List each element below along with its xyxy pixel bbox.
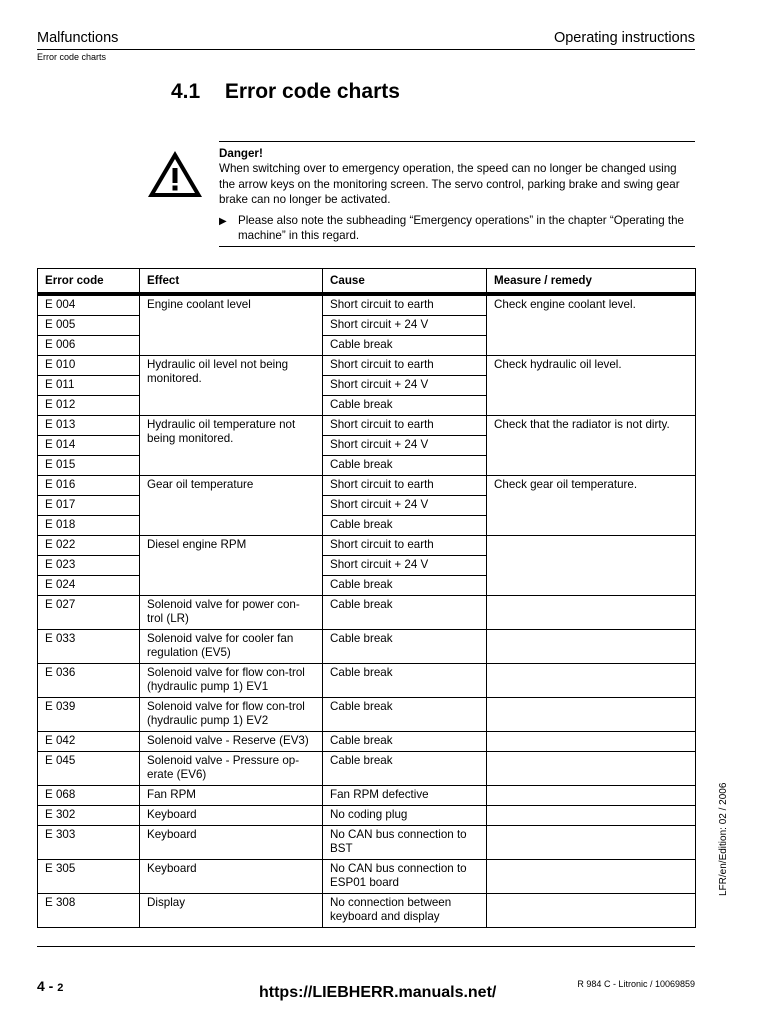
table-row bbox=[38, 596, 696, 630]
error-code-table bbox=[37, 268, 696, 928]
page-number-sub: 2 bbox=[57, 982, 64, 994]
error-code-cell: E 018 bbox=[38, 516, 140, 536]
cause-cell: Short circuit + 24 V bbox=[323, 376, 487, 396]
error-code-cell: E 039 bbox=[38, 698, 140, 732]
effect-cell: Solenoid valve - Reserve (EV3) bbox=[140, 732, 323, 752]
error-code-cell: E 006 bbox=[38, 336, 140, 356]
error-code-cell: E 005 bbox=[38, 316, 140, 336]
table-row bbox=[38, 698, 696, 732]
column-header-measure: Measure / remedy bbox=[487, 269, 696, 295]
cause-cell: No CAN bus connection to ESP01 board bbox=[323, 860, 487, 894]
table-row bbox=[38, 664, 696, 698]
measure-cell: Check engine coolant level. bbox=[487, 294, 696, 356]
cause-cell: Cable break bbox=[323, 630, 487, 664]
cause-cell: Short circuit to earth bbox=[323, 294, 487, 316]
table-row bbox=[38, 416, 696, 436]
triangle-bullet-icon: ▶ bbox=[219, 215, 227, 227]
footer-rule bbox=[37, 946, 695, 947]
section-title: Error code charts bbox=[224, 80, 400, 103]
cause-cell: Cable break bbox=[323, 516, 487, 536]
measure-cell bbox=[487, 732, 696, 752]
measure-cell: Check gear oil temperature. bbox=[487, 476, 696, 536]
table-row bbox=[38, 294, 696, 316]
section-number: 4.1 bbox=[171, 80, 201, 103]
cause-cell: Short circuit + 24 V bbox=[323, 556, 487, 576]
error-code-cell: E 068 bbox=[38, 786, 140, 806]
effect-cell: Solenoid valve for flow con-trol (hydraulic pump 1) EV1 bbox=[140, 664, 323, 698]
table-row bbox=[38, 894, 696, 928]
table-row bbox=[38, 806, 696, 826]
effect-cell: Solenoid valve for cooler fan regulation (EV5) bbox=[140, 630, 323, 664]
section-heading bbox=[171, 80, 400, 104]
watermark-url: https://LIEBHERR.manuals.net/ bbox=[259, 984, 497, 1001]
measure-cell bbox=[487, 826, 696, 860]
measure-cell bbox=[487, 894, 696, 928]
page-number-main: 4 - bbox=[37, 978, 54, 994]
cause-cell: Short circuit + 24 V bbox=[323, 436, 487, 456]
error-code-cell: E 045 bbox=[38, 752, 140, 786]
effect-cell: Gear oil temperature bbox=[140, 476, 323, 536]
measure-cell bbox=[487, 860, 696, 894]
effect-cell: Hydraulic oil level not being monitored. bbox=[140, 356, 323, 416]
error-code-cell: E 017 bbox=[38, 496, 140, 516]
cause-cell: Short circuit to earth bbox=[323, 536, 487, 556]
measure-cell bbox=[487, 664, 696, 698]
cause-cell: Cable break bbox=[323, 336, 487, 356]
header-subsection: Error code charts bbox=[37, 52, 107, 62]
table-row bbox=[38, 752, 696, 786]
page-number bbox=[37, 978, 63, 994]
danger-note bbox=[219, 213, 695, 244]
error-code-cell: E 016 bbox=[38, 476, 140, 496]
error-code-cell: E 308 bbox=[38, 894, 140, 928]
danger-body: When switching over to emergency operation, the speed can no longer be changed using the arrow keys on the monitoring screen. The servo control, parking brake and swing gear brake can no longer be activated. bbox=[219, 162, 680, 207]
measure-cell: Check that the radiator is not dirty. bbox=[487, 416, 696, 476]
measure-cell: Check hydraulic oil level. bbox=[487, 356, 696, 416]
table-row bbox=[38, 536, 696, 556]
error-code-cell: E 012 bbox=[38, 396, 140, 416]
document-reference: R 984 C - Litronic / 10069859 bbox=[577, 979, 695, 989]
effect-cell: Diesel engine RPM bbox=[140, 536, 323, 596]
effect-cell: Fan RPM bbox=[140, 786, 323, 806]
cause-cell: No connection between keyboard and display bbox=[323, 894, 487, 928]
danger-notice bbox=[219, 146, 695, 243]
error-code-cell: E 023 bbox=[38, 556, 140, 576]
table-row bbox=[38, 732, 696, 752]
cause-cell: Cable break bbox=[323, 596, 487, 630]
error-code-cell: E 302 bbox=[38, 806, 140, 826]
danger-title: Danger! bbox=[219, 147, 263, 160]
error-code-cell: E 036 bbox=[38, 664, 140, 698]
error-code-cell: E 004 bbox=[38, 294, 140, 316]
column-header-cause: Cause bbox=[323, 269, 487, 295]
measure-cell bbox=[487, 786, 696, 806]
danger-bottom-rule bbox=[219, 246, 695, 247]
measure-cell bbox=[487, 630, 696, 664]
cause-cell: Short circuit to earth bbox=[323, 416, 487, 436]
cause-cell: Fan RPM defective bbox=[323, 786, 487, 806]
error-code-cell: E 010 bbox=[38, 356, 140, 376]
cause-cell: Cable break bbox=[323, 698, 487, 732]
error-code-cell: E 022 bbox=[38, 536, 140, 556]
header-rule bbox=[37, 49, 695, 50]
cause-cell: Cable break bbox=[323, 664, 487, 698]
cause-cell: No CAN bus connection to BST bbox=[323, 826, 487, 860]
table-row bbox=[38, 826, 696, 860]
danger-note-text: Please also note the subheading “Emergency operations” in the chapter “Operating the machine” in this regard. bbox=[238, 213, 684, 243]
cause-cell: Short circuit + 24 V bbox=[323, 316, 487, 336]
cause-cell: Short circuit to earth bbox=[323, 476, 487, 496]
cause-cell: No coding plug bbox=[323, 806, 487, 826]
header-manual-type: Operating instructions bbox=[553, 30, 695, 46]
error-code-cell: E 042 bbox=[38, 732, 140, 752]
error-code-cell: E 027 bbox=[38, 596, 140, 630]
cause-cell: Cable break bbox=[323, 456, 487, 476]
cause-cell: Short circuit to earth bbox=[323, 356, 487, 376]
effect-cell: Solenoid valve for flow con-trol (hydraulic pump 1) EV2 bbox=[140, 698, 323, 732]
table-row bbox=[38, 476, 696, 496]
measure-cell bbox=[487, 596, 696, 630]
effect-cell: Keyboard bbox=[140, 806, 323, 826]
measure-cell bbox=[487, 698, 696, 732]
effect-cell: Keyboard bbox=[140, 826, 323, 860]
edition-label: LFR/en/Edition: 02 / 2006 bbox=[718, 782, 729, 896]
error-code-cell: E 011 bbox=[38, 376, 140, 396]
measure-cell bbox=[487, 536, 696, 596]
effect-cell: Solenoid valve - Pressure op-erate (EV6) bbox=[140, 752, 323, 786]
measure-cell bbox=[487, 752, 696, 786]
error-code-cell: E 033 bbox=[38, 630, 140, 664]
warning-triangle-icon bbox=[145, 148, 205, 200]
table-row bbox=[38, 356, 696, 376]
table-row bbox=[38, 860, 696, 894]
header-chapter: Malfunctions bbox=[37, 30, 119, 46]
cause-cell: Short circuit + 24 V bbox=[323, 496, 487, 516]
error-code-cell: E 014 bbox=[38, 436, 140, 456]
effect-cell: Keyboard bbox=[140, 860, 323, 894]
error-code-cell: E 305 bbox=[38, 860, 140, 894]
error-code-cell: E 024 bbox=[38, 576, 140, 596]
effect-cell: Solenoid valve for power con-trol (LR) bbox=[140, 596, 323, 630]
table-row bbox=[38, 786, 696, 806]
effect-cell: Hydraulic oil temperature not being monitored. bbox=[140, 416, 323, 476]
danger-top-rule bbox=[219, 141, 695, 142]
error-code-cell: E 015 bbox=[38, 456, 140, 476]
column-header-effect: Effect bbox=[140, 269, 323, 295]
cause-cell: Cable break bbox=[323, 576, 487, 596]
measure-cell bbox=[487, 806, 696, 826]
cause-cell: Cable break bbox=[323, 396, 487, 416]
effect-cell: Display bbox=[140, 894, 323, 928]
error-code-cell: E 303 bbox=[38, 826, 140, 860]
error-code-cell: E 013 bbox=[38, 416, 140, 436]
effect-cell: Engine coolant level bbox=[140, 294, 323, 356]
table-row bbox=[38, 630, 696, 664]
cause-cell: Cable break bbox=[323, 752, 487, 786]
column-header-error-code: Error code bbox=[38, 269, 140, 295]
cause-cell: Cable break bbox=[323, 732, 487, 752]
table-header-row bbox=[38, 269, 696, 295]
